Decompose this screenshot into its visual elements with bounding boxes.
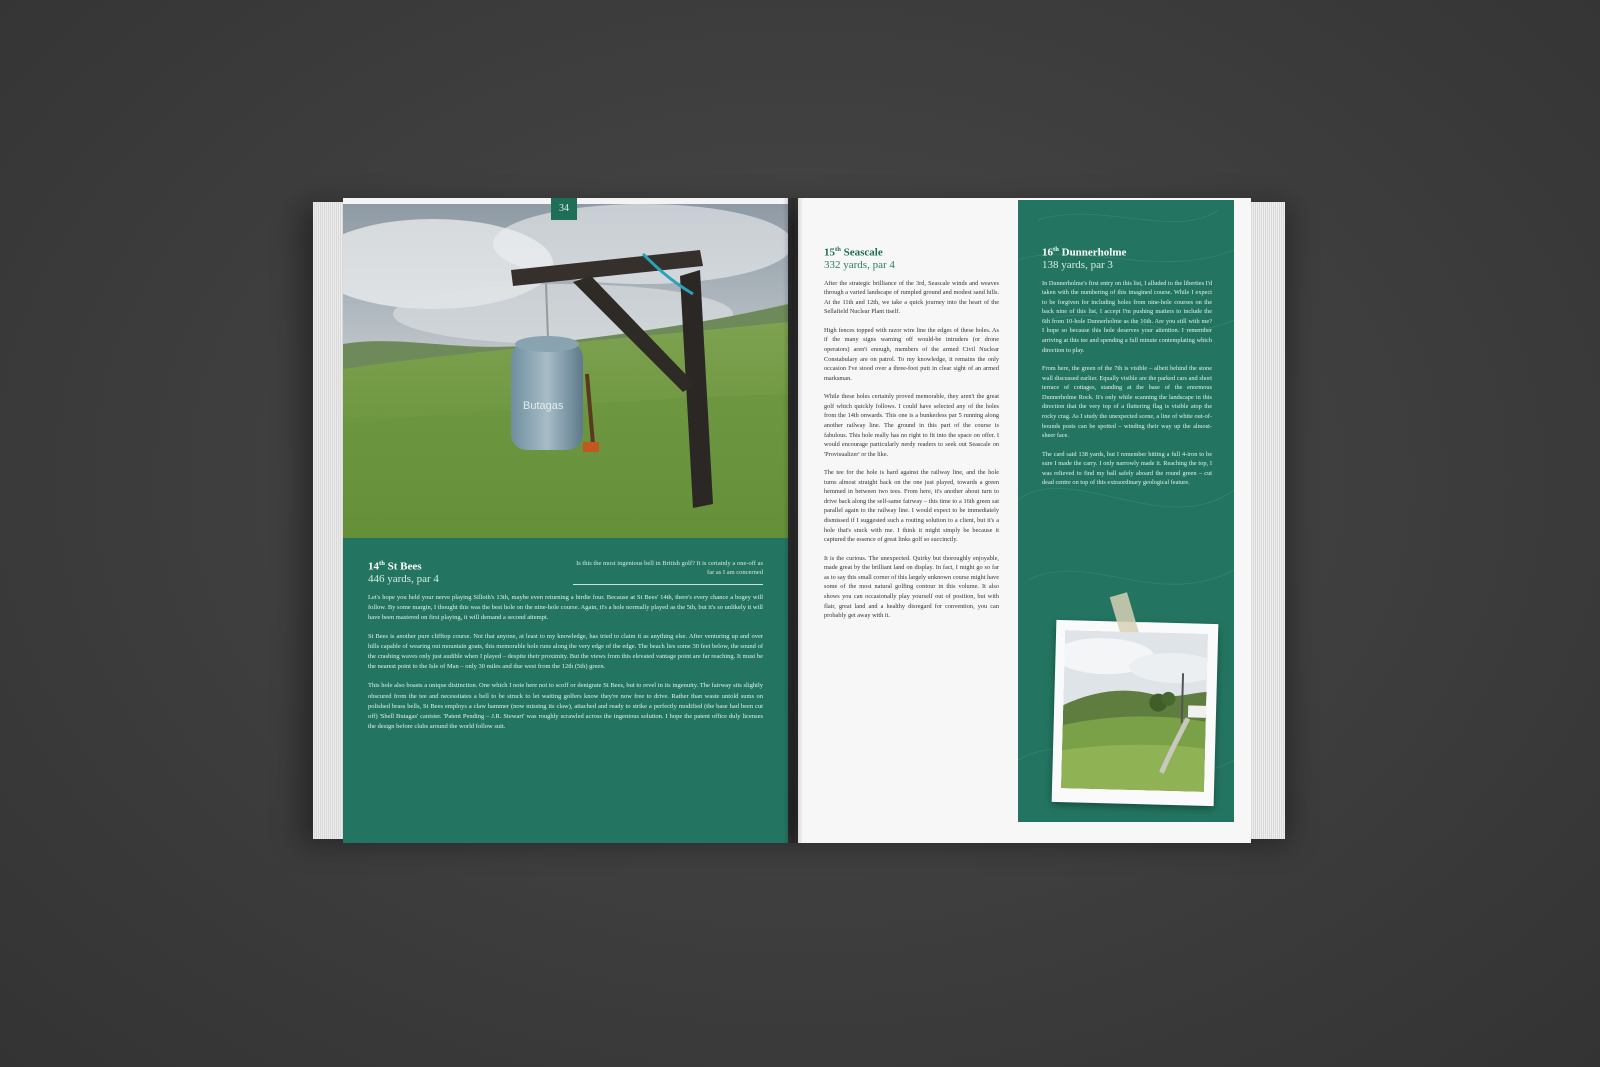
paragraph: This hole also boasts a unique distinction. One which I note here not to scoff or denigrate St Bees, but to revel in its ingenuity. The fairway sits slightly obscured from the tee and necessitates a bell to be struck to let waiting golfers know they're now free to drive. Rather than waste untold sums on polished brass bells, St Bees employs a claw hammer (now missing its claw), attached and ready to strike a perfectly modified (the base had been cut off) 'Shell Butagas' canister. 'Patent Pending – J.R. Stewart' was roughly scrawled across the ingenious solution. I hope the patent office duly licenses the design before clubs around the world follow suit. bbox=[368, 682, 763, 730]
paragraph: Let's hope you held your nerve playing Silloth's 13th, maybe even returning a birdie four. Because at St Bees' 14th, there's every chance a bogey will follow. By some margin, I thought this was the best hole on the nine-hole course. Again, it's a hole normally played as the 5th, but it's so unlikely it will have been mastered on first playing, it will demand a second attempt. bbox=[368, 594, 763, 622]
paragraph: It is the curious. The unexpected. Quirky but thoroughly enjoyable, made great by the brilliant land on display. In fact, I might go so far as to say this small corner of this largely unknown course might have some of the most natural golfing contour in this volume. It also shows you can occasionally play yourself out of position, but with flair, great land and a healthy disregard for convention, you can probably get away with it. bbox=[824, 554, 999, 620]
hole-16-panel bbox=[1018, 200, 1234, 822]
paragraph: After the strategic brilliance of the 3rd, Seascale winds and weaves through a varied landscape of rumpled ground and modest sand hills. At the 11th and 12th, we take a quick journey into the heart of the Sellafield Nuclear Plant itself. bbox=[824, 279, 999, 316]
canister-label: Butagas bbox=[523, 400, 564, 412]
hole-16-name: Dunnerholme bbox=[1061, 246, 1127, 259]
hole-14-name: St Bees bbox=[387, 560, 422, 573]
hole-15-number: 15 bbox=[824, 246, 835, 259]
hole-16-column bbox=[1042, 246, 1212, 497]
paragraph: In Dunnerholme's first entry on this list, I alluded to the liberties I'd taken with the numbering of this imagined course. While I expect to be forgiven for including holes from nine-hole courses on the back nine of this list, I accept I'm pushing matters to include the 6th from 10-hole Dunnerholme as the 16th. Are you still with me? I hope so because this hole deserves your attention. I remember arriving at this tee and spending a full minute contemplating which direction to play. bbox=[1042, 279, 1212, 354]
bell-photo-image bbox=[343, 204, 788, 538]
hole-16-number: 16 bbox=[1042, 246, 1053, 259]
paragraph: The card said 138 yards, but I remember hitting a full 4-iron to be sure I made the carry. I only narrowly made it. Reaching the top, I was relieved to find my ball safely aboard the round green – cut dead centre on top of this extraordinary geological feature. bbox=[1042, 450, 1212, 487]
hole-15-subtitle: 332 yards, par 4 bbox=[824, 258, 895, 271]
hole-14-ordinal: th bbox=[379, 560, 385, 567]
open-book bbox=[313, 198, 1285, 843]
paragraph: From here, the green of the 7th is visible – albeit behind the stone wall discussed earlier. Equally visible are the parked cars and short terrace of cottages, standing at the base of the enormous Dunnerholme Rock. It's only while scanning the landscape in this direction that the very top of a fluttering flag is visible atop the rocky crag. As I study the unexpected scene, a line of white out-of-bounds posts can be spotted – winding their way up the almost-sheer face. bbox=[1042, 365, 1212, 440]
right-page bbox=[798, 198, 1251, 843]
paragraph: The tee for the hole is hard against the railway line, and the hole turns almost straight back on the one just played, towards a green hemmed in between two tees. From here, it's another about turn to drive back along the self-same fairway – this time to a 16th green sat parallel again to the railway line. I would expect to be immediately dismissed if I suggested such a routing solution to a client, but it's a hole that's stuck with me. I think it might simply be because it captured the essence of great links golf so succinctly. bbox=[824, 469, 999, 544]
photo-caption: Is this the most ingenious bell in British golf? It is certainly a one-off as far as I am concerned bbox=[573, 560, 763, 585]
bell-photo bbox=[343, 204, 788, 538]
hole-16-subtitle: 138 yards, par 3 bbox=[1042, 258, 1113, 271]
hole-14-heading bbox=[368, 560, 439, 585]
hole-14-subtitle: 446 yards, par 4 bbox=[368, 572, 439, 585]
dunnerholme-photo bbox=[1061, 630, 1208, 792]
paragraph: High fences topped with razor wire line the edges of these holes. As if the many signs warning off would-be intruders (or drone operators) aren't enough, members of the armed Civil Nuclear Constabulary are on patrol. To my knowledge, it remains the only occasion I've stood over a three-foot putt in clear sight of an armed marksman. bbox=[824, 326, 999, 382]
hole-16-ordinal: th bbox=[1053, 246, 1059, 253]
hole-15-body bbox=[824, 279, 999, 621]
book-gutter bbox=[783, 198, 803, 843]
hole-16-title bbox=[1042, 246, 1212, 259]
left-text-panel bbox=[343, 538, 788, 843]
hole-16-body bbox=[1042, 279, 1212, 488]
hole-14-title bbox=[368, 560, 439, 573]
paragraph: While these holes certainly proved memorable, they aren't the great golf which quickly follows. I could have selected any of the holes from the 14th onwards. This one is a bunkerless par 5 running along another railway line. The ground in this part of the course is fabulous. This hole really has no right to fit into the space on offer. I would encourage particularly nerdy readers to seek out Seascale on 'Provisualizer' or the like. bbox=[824, 393, 999, 458]
hole-15-name: Seascale bbox=[843, 246, 883, 259]
page-number: 34 bbox=[551, 198, 577, 220]
hole-14-number: 14 bbox=[368, 560, 379, 573]
paragraph: St Bees is another pure clifftop course. Not that anyone, at least to my knowledge, has tried to claim it as anything else. After venturing up and over hills capable of wearing out mountain goats, this memorable hole runs along the very edge of the edge. The beach lies some 30 feet below, the sound of the crashing waves only just audible when I played – despite their proximity. But the views from this elevated vantage point are far reaching. It must be the nearest point to the Isle of Man – only 30 miles and due west from the 12th (5th) green. bbox=[368, 633, 763, 671]
polaroid-photo bbox=[1052, 620, 1219, 806]
page-edges-right bbox=[1251, 202, 1285, 839]
hole-15-column bbox=[824, 246, 999, 630]
hole-14-body bbox=[368, 593, 763, 741]
dunnerholme-photo-image bbox=[1061, 630, 1208, 792]
left-page bbox=[343, 198, 788, 843]
hole-15-title bbox=[824, 246, 999, 259]
hole-15-ordinal: th bbox=[835, 246, 841, 253]
page-edges-left bbox=[313, 202, 343, 839]
